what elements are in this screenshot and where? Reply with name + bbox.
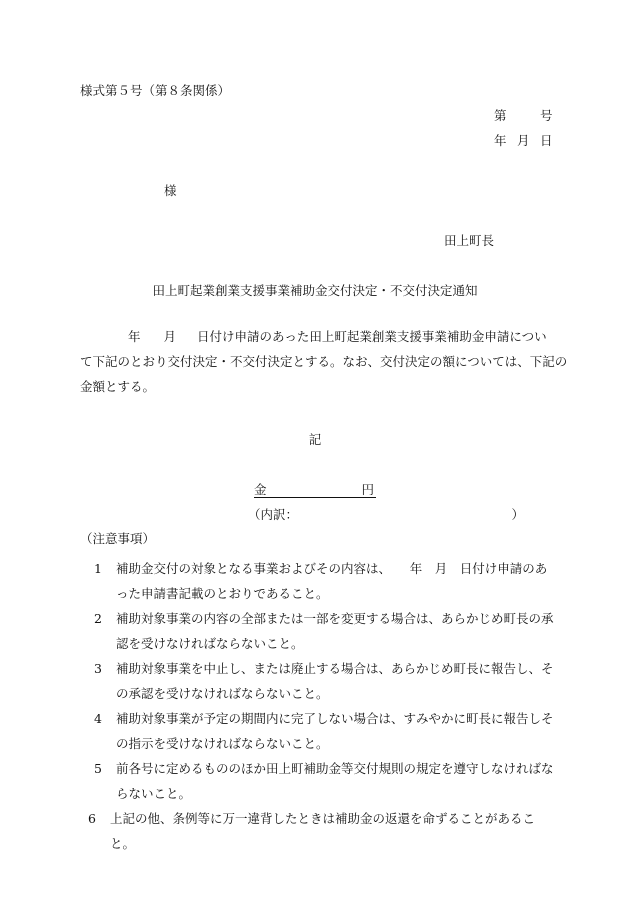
list-item [88,806,550,856]
addressee: 様 [164,183,177,198]
list-item [94,756,556,806]
document-title: 田上町起業創業支援事業補助金交付決定・不交付決定通知 [152,283,478,298]
breakdown-close: ） [511,507,524,522]
date-year-label: 年 [494,133,507,148]
notes-list [88,556,556,856]
date-day-label: 日 [540,133,553,148]
note-text: 補助対象事業を中止し、または廃止する場合は、あらかじめ町長に報告し、その承認を受けなければならないこと。 [116,661,554,701]
amount-unit: 円 [361,482,374,497]
note-text: 補助対象事業の内容の全部または一部を変更する場合は、あらかじめ町長の承認を受けなければならないこと。 [116,611,554,651]
list-item [94,556,556,606]
breakdown-line [248,507,524,523]
date-month-label: 月 [517,133,530,148]
body-month-label: 月 [163,329,177,344]
list-item [94,706,556,756]
note-number: 5 [94,761,102,776]
note-text: 前各号に定めるもののほか田上町補助金等交付規則の規定を遵守しなければならないこと。 [116,761,554,801]
amount-prefix: 金 [254,482,267,497]
notes-heading: （注意事項） [80,531,156,546]
note-number: 1 [94,561,102,576]
body-paragraph [80,329,568,404]
note-text: 上記の他、条例等に万一違背したときは補助金の返還を命ずることがあること。 [110,811,536,851]
note-text: 補助金交付の対象となる事業およびその内容は、 年 月 日付け申請のあった申請書記載のとおりであること。 [116,561,548,601]
body-line-1-text: 日付け申請のあった田上町起業創業支援事業補助金申請につい [197,329,547,344]
ki-heading: 記 [308,432,322,447]
body-year-label: 年 [128,329,141,344]
form-number: 様式第５号（第８条関係） [80,83,231,98]
breakdown-open: （内訳： [248,507,299,522]
note-number: 3 [94,661,102,676]
note-number: 6 [88,811,96,826]
note-number: 4 [94,711,102,726]
body-line-2: て下記のとおり交付決定・不交付決定とする。なお、交付決定の額については、下記の [80,354,568,369]
number-label-left: 第 [494,108,507,123]
issuer: 田上町長 [444,233,495,248]
body-line-3: 金額とする。 [80,379,156,394]
body-line-1 [80,329,552,354]
amount-line [254,482,376,498]
note-text: 補助対象事業が予定の期間内に完了しない場合は、すみやかに町長に報告しその指示を受けなければならないこと。 [116,711,554,751]
note-number: 2 [94,611,102,626]
list-item [94,656,556,706]
number-label-right: 号 [540,108,553,123]
list-item [94,606,556,656]
